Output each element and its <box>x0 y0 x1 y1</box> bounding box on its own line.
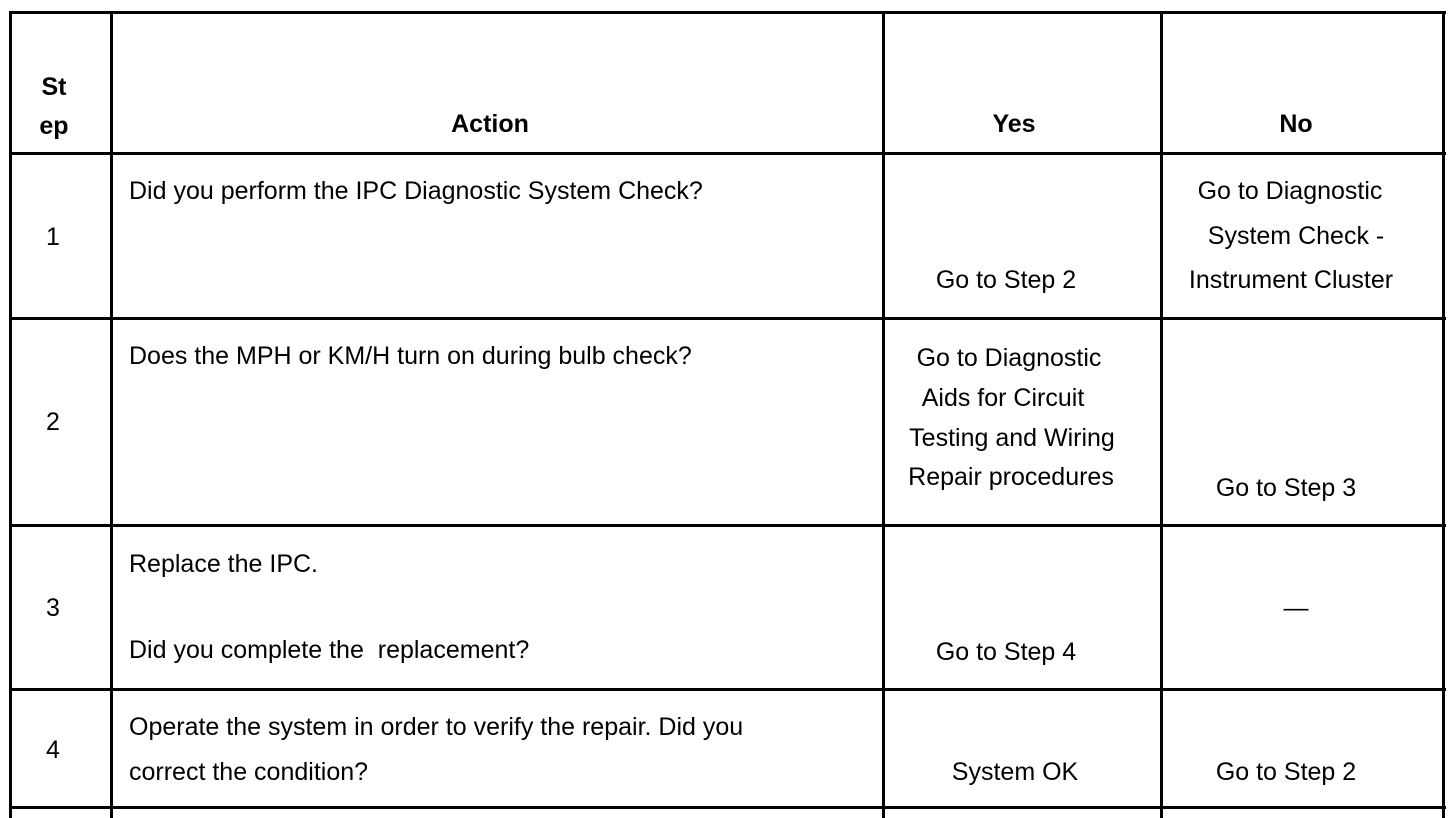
yes-outcome: Go to Step 4 <box>935 638 1077 666</box>
header-no: No <box>1279 110 1313 138</box>
action-text-line: Operate the system in order to verify the repair. Did you <box>129 713 744 741</box>
header-step-line1: St <box>41 73 67 101</box>
action-text-line: correct the condition? <box>129 758 369 786</box>
row-divider <box>9 317 1446 320</box>
no-outcome-line: Instrument Cluster <box>1188 266 1394 294</box>
table-border-top <box>9 11 1446 14</box>
no-outcome: — <box>1283 594 1309 622</box>
action-text-line: Did you complete the replacement? <box>129 636 530 664</box>
action-text-line: Replace the IPC. <box>129 550 318 578</box>
header-step-line2: ep <box>39 112 69 140</box>
column-divider <box>1442 11 1445 818</box>
yes-outcome: Go to Step 2 <box>935 266 1077 294</box>
step-number: 3 <box>46 594 60 622</box>
yes-outcome-line: Go to Diagnostic <box>916 344 1102 372</box>
column-divider <box>882 11 885 818</box>
yes-outcome-line: Aids for Circuit <box>921 384 1085 412</box>
step-number: 2 <box>46 408 60 436</box>
step-number: 1 <box>46 223 60 251</box>
yes-outcome-line: Repair procedures <box>908 463 1114 491</box>
header-divider <box>9 152 1446 155</box>
header-action: Action <box>451 110 529 138</box>
action-text: Did you perform the IPC Diagnostic System Check? <box>129 177 703 205</box>
column-divider <box>1160 11 1163 818</box>
header-yes: Yes <box>992 110 1036 138</box>
no-outcome-line: System Check - <box>1207 222 1385 250</box>
row-divider <box>9 806 1446 809</box>
row-divider <box>9 524 1446 527</box>
no-outcome-line: Go to Diagnostic <box>1197 177 1383 205</box>
action-text: Does the MPH or KM/H turn on during bulb check? <box>129 342 692 370</box>
no-outcome: Go to Step 3 <box>1215 474 1357 502</box>
row-divider <box>9 688 1446 691</box>
yes-outcome-line: Testing and Wiring <box>909 424 1115 452</box>
column-divider <box>110 11 113 818</box>
yes-outcome: System OK <box>951 758 1079 786</box>
column-divider <box>9 11 12 818</box>
no-outcome: Go to Step 2 <box>1215 758 1357 786</box>
step-number: 4 <box>46 736 60 764</box>
